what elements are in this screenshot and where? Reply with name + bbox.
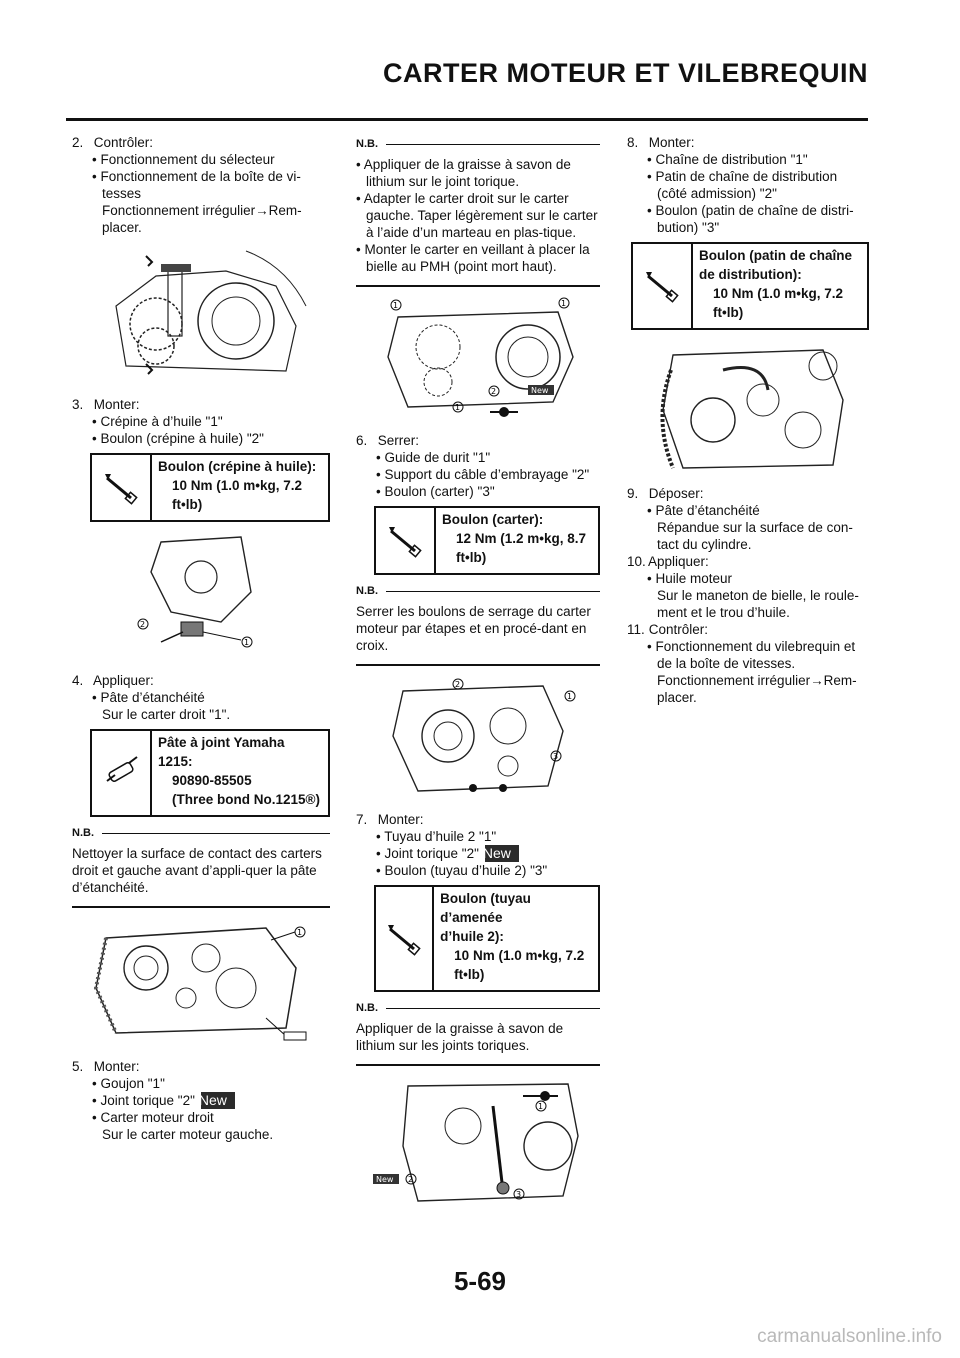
svg-text:New: New <box>531 386 549 395</box>
watermark: carmanualsonline.info <box>757 1326 942 1347</box>
svg-text:2: 2 <box>140 620 146 629</box>
svg-text:1: 1 <box>455 403 461 412</box>
svg-text:2: 2 <box>491 387 497 396</box>
bullet: • Guide de durit "1" <box>376 450 491 465</box>
svg-text:New: New <box>376 1175 394 1184</box>
torque-wrench-icon <box>92 455 152 520</box>
figure-crankcase-assembly <box>378 297 578 422</box>
bullet: • Huile moteur <box>647 571 733 586</box>
bullet: • Boulon (carter) "3" <box>376 484 495 499</box>
sealant-tube-icon <box>92 731 152 815</box>
bullet: • Fonctionnement du vilebrequin et de la boîte de vitesses. <box>647 639 856 671</box>
bullet-sub: Sur le carter droit "1". <box>102 707 231 722</box>
svg-text:1: 1 <box>393 301 399 310</box>
torque-wrench-icon <box>633 244 693 328</box>
svg-text:2: 2 <box>455 680 461 689</box>
step-3: 3. Monter: <box>72 397 140 412</box>
figure-timing-chain <box>643 340 853 475</box>
bullet: • Pâte d’étanchéité <box>92 690 205 705</box>
step-6: 6. Serrer: <box>356 433 420 448</box>
note-block: N.B. Nettoyer la surface de contact des carters droit et gauche avant d’appli-quer la pâte d’étanchéité. <box>72 825 330 908</box>
bullet: • Joint torique "2" New <box>72 1092 330 1109</box>
bullet: • Support du câble d’embrayage "2" <box>376 467 590 482</box>
bullet-sub: Sur le maneton de bielle, le roule-ment et le trou d’huile. <box>657 588 859 620</box>
bullet: • Patin de chaîne de distribution (côté admission) "2" <box>647 169 838 201</box>
bullet-sub: Sur le carter moteur gauche. <box>102 1127 274 1142</box>
torque-wrench-icon <box>376 508 436 573</box>
figure-gearbox-selector <box>86 246 316 386</box>
svg-text:1: 1 <box>244 638 250 647</box>
bullet: • Fonctionnement du sélecteur <box>92 152 275 167</box>
note-block: N.B. Appliquer de la graisse à savon de lithium sur les joints toriques. <box>356 1000 600 1066</box>
step-5: 5. Monter: <box>72 1059 140 1074</box>
svg-text:3: 3 <box>516 1190 522 1199</box>
sealant-box: Pâte à joint Yamaha 1215: 90890-85505 (Three bond No.1215®) <box>90 729 330 817</box>
bullet-sub: Fonctionnement irrégulier→Rem-placer. <box>102 203 302 235</box>
figure-crankcase-bolts <box>378 676 578 801</box>
bullet: • Chaîne de distribution "1" <box>647 152 808 167</box>
figure-crankcase-sealant <box>86 918 316 1048</box>
bullet: • Goujon "1" <box>92 1076 165 1091</box>
torque-box-chain-guide: Boulon (patin de chaîne de distribution): 10 Nm (1.0 m•kg, 7.2 ft•lb) <box>631 242 869 330</box>
note-block: N.B. • Appliquer de la graisse à savon de lithium sur le joint torique. • Adapter le carter droit sur le carter gauche. Taper légèrement sur le carter à l’aide d’un marteau en plas-tique. • Monter le carter en veillant à placer la bielle au PMH (point mort haut). <box>356 136 600 287</box>
step-10: 10. Appliquer: <box>627 554 709 569</box>
svg-text:2: 2 <box>408 1175 414 1184</box>
column-right <box>627 134 869 706</box>
page-number: 5-69 <box>453 1266 507 1296</box>
column-left <box>72 134 330 1143</box>
bullet: • Boulon (patin de chaîne de distri-bution) "3" <box>647 203 854 235</box>
step-8: 8. Monter: <box>627 135 695 150</box>
torque-box-oil-strainer: Boulon (crépine à huile): 10 Nm (1.0 m•kg, 7.2 ft•lb) <box>90 453 330 522</box>
torque-wrench-icon <box>376 887 434 990</box>
note-block: N.B. Serrer les boulons de serrage du carter moteur par étapes et en procé-dant en croix. <box>356 583 600 666</box>
step-11: 11. Contrôler: <box>627 622 709 637</box>
figure-oil-strainer <box>121 532 281 662</box>
bullet: • Tuyau d’huile 2 "1" <box>376 829 497 844</box>
bullet: • Crépine à d’huile "1" <box>92 414 223 429</box>
svg-text:1: 1 <box>297 928 303 937</box>
svg-text:3: 3 <box>553 752 559 761</box>
column-middle <box>356 134 600 1216</box>
svg-text:1: 1 <box>567 692 573 701</box>
header-rule <box>66 118 868 121</box>
bullet: • Boulon (crépine à huile) "2" <box>92 431 264 446</box>
svg-text:1: 1 <box>561 299 567 308</box>
bullet-sub: Fonctionnement irrégulier→Rem-placer. <box>657 673 857 705</box>
bullet-sub: Répandue sur la surface de con-tact du cylindre. <box>657 520 853 552</box>
new-badge: New <box>201 1092 235 1109</box>
torque-box-oil-pipe: Boulon (tuyau d’amenée d’huile 2): 10 Nm (1.0 m•kg, 7.2 ft•lb) <box>374 885 600 992</box>
torque-box-crankcase: Boulon (carter): 12 Nm (1.2 m•kg, 8.7 ft•lb) <box>374 506 600 575</box>
step-2: 2. Contrôler: <box>72 135 154 150</box>
bullet: • Carter moteur droit <box>92 1110 214 1125</box>
page-title: CARTER MOTEUR ET VILEBREQUIN <box>382 58 868 88</box>
step-7: 7. Monter: <box>356 812 424 827</box>
bullet: • Boulon (tuyau d’huile 2) "3" <box>376 863 548 878</box>
new-badge: New <box>485 845 519 862</box>
bullet: • Joint torique "2" New <box>356 845 600 862</box>
step-4: 4. Appliquer: <box>72 673 154 688</box>
bullet: • Pâte d’étanchéité <box>647 503 760 518</box>
svg-text:1: 1 <box>538 1102 544 1111</box>
step-9: 9. Déposer: <box>627 486 704 501</box>
bullet: • Fonctionnement de la boîte de vi-tesses <box>92 169 301 201</box>
figure-oil-pipe <box>373 1076 583 1206</box>
